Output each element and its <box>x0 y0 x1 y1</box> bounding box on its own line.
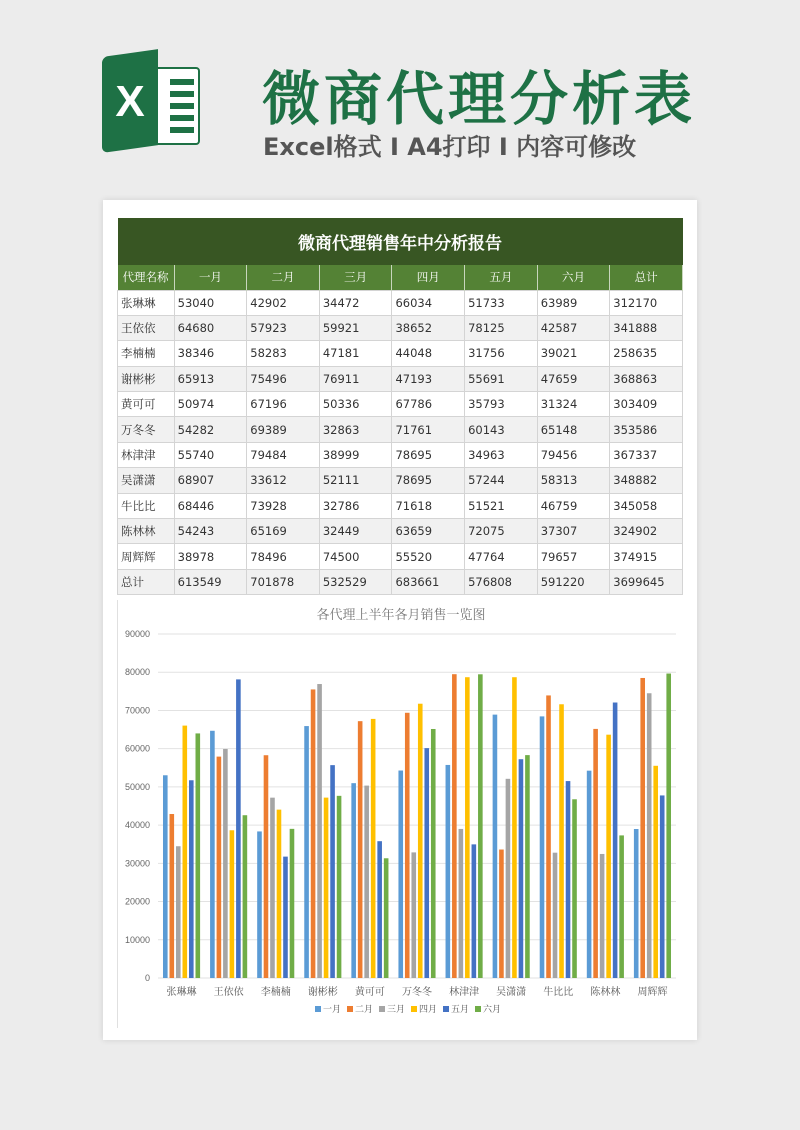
y-tick-label: 10000 <box>124 934 150 945</box>
value-cell: 353586 <box>610 417 683 442</box>
agent-name-cell: 万冬冬 <box>118 417 175 442</box>
value-cell: 312170 <box>610 290 683 315</box>
total-row <box>118 569 683 594</box>
value-cell: 57244 <box>465 468 538 493</box>
bar <box>525 755 530 978</box>
value-cell: 50974 <box>174 392 247 417</box>
bar <box>459 829 464 978</box>
bar <box>465 677 470 978</box>
value-cell: 57923 <box>247 315 320 340</box>
value-cell: 67786 <box>392 392 465 417</box>
bar <box>660 795 665 978</box>
value-cell: 37307 <box>537 519 610 544</box>
table-row <box>118 315 683 340</box>
bar <box>606 735 611 978</box>
bar <box>512 677 517 978</box>
value-cell: 74500 <box>319 544 392 569</box>
value-cell: 38978 <box>174 544 247 569</box>
bar-chart-svg <box>118 600 684 1028</box>
table-header-row <box>118 265 683 290</box>
bar <box>647 693 652 978</box>
bar <box>553 853 558 978</box>
bar <box>452 674 457 978</box>
value-cell: 52111 <box>319 468 392 493</box>
bar <box>163 775 168 978</box>
report-title: 微商代理销售年中分析报告 <box>118 218 683 265</box>
value-cell: 71761 <box>392 417 465 442</box>
sales-report-table <box>117 218 683 595</box>
x-tick-label: 黄可可 <box>354 987 385 998</box>
value-cell: 34472 <box>319 290 392 315</box>
bar <box>283 857 288 978</box>
value-cell: 51521 <box>465 493 538 518</box>
legend-swatch <box>347 1006 353 1012</box>
bar <box>358 721 363 978</box>
value-cell: 31324 <box>537 392 610 417</box>
bar <box>324 798 329 978</box>
value-cell: 68907 <box>174 468 247 493</box>
value-cell: 368863 <box>610 366 683 391</box>
value-cell: 348882 <box>610 468 683 493</box>
bar <box>424 748 429 978</box>
bar <box>418 704 423 978</box>
column-header: 二月 <box>247 265 320 290</box>
bar <box>566 781 571 978</box>
value-cell: 64680 <box>174 315 247 340</box>
value-cell: 345058 <box>610 493 683 518</box>
value-cell: 71618 <box>392 493 465 518</box>
value-cell: 33612 <box>247 468 320 493</box>
bar <box>330 765 335 978</box>
agent-name-cell: 总计 <box>118 569 175 594</box>
value-cell: 55691 <box>465 366 538 391</box>
x-tick-label: 牛比比 <box>543 987 574 998</box>
value-cell: 79484 <box>247 442 320 467</box>
table-row <box>118 417 683 442</box>
bar <box>572 799 577 978</box>
bar <box>493 715 498 978</box>
bar <box>640 678 645 978</box>
legend-swatch <box>411 1006 417 1012</box>
value-cell: 31756 <box>465 341 538 366</box>
legend-label: 二月 <box>355 1005 374 1015</box>
legend-swatch <box>475 1006 481 1012</box>
value-cell: 532529 <box>319 569 392 594</box>
value-cell: 50336 <box>319 392 392 417</box>
value-cell: 78695 <box>392 442 465 467</box>
column-header: 六月 <box>537 265 610 290</box>
value-cell: 34963 <box>465 442 538 467</box>
legend-swatch <box>443 1006 449 1012</box>
value-cell: 53040 <box>174 290 247 315</box>
column-header: 五月 <box>465 265 538 290</box>
y-tick-label: 40000 <box>124 820 150 831</box>
bar <box>559 704 564 978</box>
bar <box>666 674 671 978</box>
value-cell: 3699645 <box>610 569 683 594</box>
x-tick-label: 万冬冬 <box>402 987 432 998</box>
legend-label: 一月 <box>323 1005 342 1015</box>
value-cell: 73928 <box>247 493 320 518</box>
value-cell: 44048 <box>392 341 465 366</box>
document-paper <box>103 200 697 1040</box>
value-cell: 576808 <box>465 569 538 594</box>
value-cell: 38999 <box>319 442 392 467</box>
bar <box>189 780 194 978</box>
value-cell: 65169 <box>247 519 320 544</box>
value-cell: 79657 <box>537 544 610 569</box>
bar <box>182 726 187 978</box>
x-tick-label: 李楠楠 <box>260 987 291 998</box>
value-cell: 63659 <box>392 519 465 544</box>
agent-name-cell: 周辉辉 <box>118 544 175 569</box>
bar <box>304 726 309 978</box>
bar <box>176 846 181 978</box>
page-header <box>0 0 800 190</box>
bar <box>364 786 369 978</box>
agent-name-cell: 张琳琳 <box>118 290 175 315</box>
y-tick-label: 50000 <box>124 781 150 792</box>
x-tick-label: 周辉辉 <box>637 987 668 998</box>
value-cell: 35793 <box>465 392 538 417</box>
column-header: 一月 <box>174 265 247 290</box>
value-cell: 58313 <box>537 468 610 493</box>
value-cell: 55740 <box>174 442 247 467</box>
value-cell: 54282 <box>174 417 247 442</box>
legend-label: 四月 <box>419 1005 438 1015</box>
bar <box>311 689 316 978</box>
value-cell: 32786 <box>319 493 392 518</box>
excel-logo-icon: X <box>102 57 202 153</box>
bar <box>411 852 416 978</box>
page-subtitle: Excel格式 Ⅰ A4打印 Ⅰ 内容可修改 <box>263 133 637 161</box>
bar <box>210 731 215 978</box>
value-cell: 591220 <box>537 569 610 594</box>
value-cell: 63989 <box>537 290 610 315</box>
bar <box>217 757 222 978</box>
value-cell: 39021 <box>537 341 610 366</box>
table-row <box>118 392 683 417</box>
table-row <box>118 290 683 315</box>
y-tick-label: 70000 <box>124 705 150 716</box>
value-cell: 367337 <box>610 442 683 467</box>
value-cell: 65148 <box>537 417 610 442</box>
legend-swatch <box>379 1006 385 1012</box>
value-cell: 47181 <box>319 341 392 366</box>
value-cell: 79456 <box>537 442 610 467</box>
bar <box>593 729 598 978</box>
bar <box>613 703 618 978</box>
agent-name-cell: 吴潇潇 <box>118 468 175 493</box>
value-cell: 72075 <box>465 519 538 544</box>
value-cell: 67196 <box>247 392 320 417</box>
bar <box>499 850 504 978</box>
bar <box>446 765 451 978</box>
value-cell: 38652 <box>392 315 465 340</box>
value-cell: 47659 <box>537 366 610 391</box>
table-row <box>118 544 683 569</box>
x-tick-label: 王依依 <box>213 987 244 998</box>
y-tick-label: 60000 <box>124 743 150 754</box>
value-cell: 75496 <box>247 366 320 391</box>
value-cell: 258635 <box>610 341 683 366</box>
value-cell: 341888 <box>610 315 683 340</box>
value-cell: 46759 <box>537 493 610 518</box>
value-cell: 60143 <box>465 417 538 442</box>
bar <box>431 729 436 978</box>
value-cell: 55520 <box>392 544 465 569</box>
value-cell: 78125 <box>465 315 538 340</box>
value-cell: 38346 <box>174 341 247 366</box>
x-tick-label: 吴潇潇 <box>496 987 527 998</box>
agent-name-cell: 林津津 <box>118 442 175 467</box>
value-cell: 374915 <box>610 544 683 569</box>
x-tick-label: 陈林林 <box>590 987 621 998</box>
x-tick-label: 林津津 <box>449 987 480 998</box>
x-tick-label: 谢彬彬 <box>307 987 338 998</box>
value-cell: 65913 <box>174 366 247 391</box>
agent-name-cell: 谢彬彬 <box>118 366 175 391</box>
value-cell: 683661 <box>392 569 465 594</box>
value-cell: 47764 <box>465 544 538 569</box>
bar <box>371 719 376 978</box>
y-tick-label: 20000 <box>124 896 150 907</box>
y-tick-label: 80000 <box>124 667 150 678</box>
agent-name-cell: 牛比比 <box>118 493 175 518</box>
table-row <box>118 442 683 467</box>
value-cell: 78695 <box>392 468 465 493</box>
value-cell: 59921 <box>319 315 392 340</box>
bar <box>264 755 269 978</box>
bar <box>472 844 477 978</box>
bar <box>230 830 235 978</box>
y-tick-label: 0 <box>144 973 150 983</box>
bar <box>377 841 382 978</box>
chart-title: 各代理上半年各月销售一览图 <box>316 608 486 623</box>
value-cell: 613549 <box>174 569 247 594</box>
value-cell: 42587 <box>537 315 610 340</box>
bar <box>540 716 545 978</box>
value-cell: 51733 <box>465 290 538 315</box>
bar <box>384 858 389 978</box>
agent-name-cell: 李楠楠 <box>118 341 175 366</box>
bar <box>351 783 356 978</box>
value-cell: 47193 <box>392 366 465 391</box>
y-tick-label: 30000 <box>124 858 150 869</box>
bar <box>619 835 624 978</box>
bar <box>270 798 275 978</box>
bar <box>519 759 524 978</box>
value-cell: 54243 <box>174 519 247 544</box>
legend-label: 五月 <box>451 1005 470 1015</box>
bar <box>634 829 639 978</box>
column-header: 四月 <box>392 265 465 290</box>
value-cell: 303409 <box>610 392 683 417</box>
bar <box>478 674 483 978</box>
table-row <box>118 468 683 493</box>
bar <box>587 771 592 978</box>
bar <box>277 810 282 978</box>
value-cell: 58283 <box>247 341 320 366</box>
agent-name-cell: 陈林林 <box>118 519 175 544</box>
bar <box>405 713 410 978</box>
bar <box>236 679 241 978</box>
column-header: 总计 <box>610 265 683 290</box>
legend-swatch <box>315 1006 321 1012</box>
y-tick-label: 90000 <box>124 629 150 639</box>
value-cell: 69389 <box>247 417 320 442</box>
value-cell: 32449 <box>319 519 392 544</box>
agent-name-cell: 黄可可 <box>118 392 175 417</box>
table-row <box>118 519 683 544</box>
bar <box>257 831 262 978</box>
value-cell: 324902 <box>610 519 683 544</box>
table-row <box>118 366 683 391</box>
legend-label: 三月 <box>387 1005 406 1015</box>
bar <box>223 749 228 978</box>
value-cell: 66034 <box>392 290 465 315</box>
value-cell: 68446 <box>174 493 247 518</box>
bar <box>398 771 403 978</box>
legend-label: 六月 <box>483 1005 502 1015</box>
bar <box>506 779 511 978</box>
value-cell: 42902 <box>247 290 320 315</box>
value-cell: 76911 <box>319 366 392 391</box>
page-title: 微商代理分析表 <box>262 65 697 133</box>
column-header: 三月 <box>319 265 392 290</box>
bar <box>290 829 295 978</box>
sales-chart <box>117 600 683 1028</box>
table-row <box>118 493 683 518</box>
x-tick-label: 张琳琳 <box>166 987 197 998</box>
table-row <box>118 341 683 366</box>
bar <box>195 733 200 978</box>
agent-name-cell: 王依依 <box>118 315 175 340</box>
column-header: 代理名称 <box>118 265 175 290</box>
bar <box>653 766 658 978</box>
value-cell: 32863 <box>319 417 392 442</box>
bar <box>337 796 342 978</box>
bar <box>317 684 322 978</box>
value-cell: 701878 <box>247 569 320 594</box>
bar <box>600 854 605 978</box>
bar <box>546 695 551 978</box>
bar <box>243 815 248 978</box>
bar <box>169 814 174 978</box>
value-cell: 78496 <box>247 544 320 569</box>
